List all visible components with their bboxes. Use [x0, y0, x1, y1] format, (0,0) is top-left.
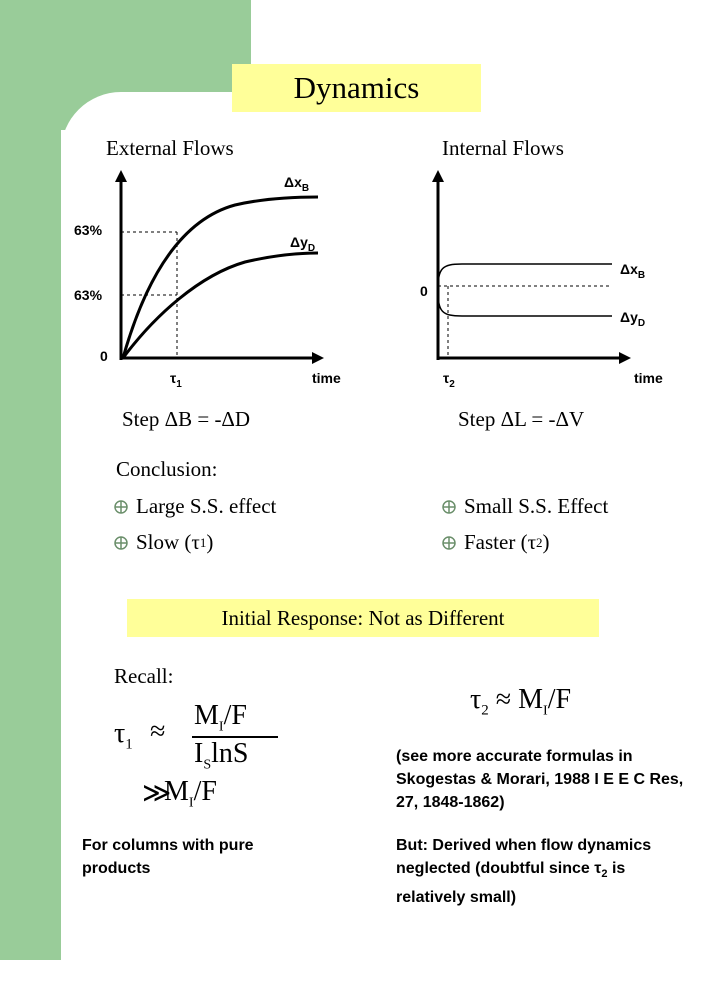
external-curve-xb [123, 197, 318, 358]
internal-xb-label: $\Delta x_B$ [620, 261, 646, 281]
internal-flows-plot [400, 160, 700, 390]
pure-products-note: For columns with pure products [82, 837, 254, 877]
page-title: Dynamics [293, 70, 420, 105]
tau1-rhs-2: $M_I/F$ [164, 776, 217, 811]
fraction-denominator: $I_S\ln S$ [194, 738, 249, 773]
internal-curve-yd [438, 290, 612, 316]
bullet-icon [442, 536, 456, 550]
external-zero-label: 0 [100, 348, 108, 364]
external-63-lower-label: 63% [74, 287, 103, 303]
derived-note: But: Derived when flow dynamics neglected (doubtful since $\tau_2$ is relatively small) [396, 837, 652, 907]
bullet-faster: Faster (τ 2 ) [442, 530, 550, 555]
approx-sign-2: ≫ [142, 778, 172, 809]
bullet-large-ss: Large S.S. effect [114, 494, 276, 519]
external-step-label: Step ΔB = -ΔD [122, 407, 251, 431]
external-flows-header: External Flows [106, 136, 234, 160]
approx-sign-1: ≈ [150, 716, 166, 747]
bullet-small-ss: Small S.S. Effect [442, 494, 608, 519]
internal-flows-header: Internal Flows [442, 136, 564, 160]
external-63-upper-label: 63% [74, 222, 103, 238]
internal-step-label: Step ΔL = -ΔV [458, 407, 585, 431]
tau1-symbol: $\tau_1$ [114, 718, 133, 753]
external-tau1-label: $\tau_1$ [170, 370, 182, 390]
tau2-formula: $\tau_2 \approx M_I/F$ [470, 684, 572, 719]
external-xb-label: $\Delta x_B$ [284, 174, 310, 194]
bullet-icon [114, 536, 128, 550]
external-x-arrow [312, 352, 324, 364]
decorative-green-bar [0, 0, 61, 960]
skogestad-note: (see more accurate formulas in Skogestas & Morari, 1988 I E E C Res, 27, 1848-1862) [396, 748, 684, 811]
initial-response-text: Initial Response: Not as Different [221, 606, 505, 630]
external-time-label: time [312, 370, 341, 386]
bullet-icon [114, 500, 128, 514]
internal-yd-label: $\Delta y_D$ [620, 309, 646, 329]
recall-label: Recall: [114, 664, 174, 688]
internal-y-arrow [432, 170, 444, 182]
fraction-numerator: $M_I/F$ [194, 700, 247, 735]
external-yd-label: $\Delta y_D$ [290, 234, 316, 254]
conclusion-label: Conclusion: [116, 457, 218, 481]
bullet-slow: Slow (τ 1 ) [114, 530, 213, 555]
internal-zero-label: 0 [420, 283, 428, 299]
internal-time-label: time [634, 370, 663, 386]
external-curve-yd [123, 253, 318, 358]
bullet-icon [442, 500, 456, 514]
internal-x-arrow [619, 352, 631, 364]
external-y-arrow [115, 170, 127, 182]
internal-tau2-label: $\tau_2$ [443, 370, 455, 390]
